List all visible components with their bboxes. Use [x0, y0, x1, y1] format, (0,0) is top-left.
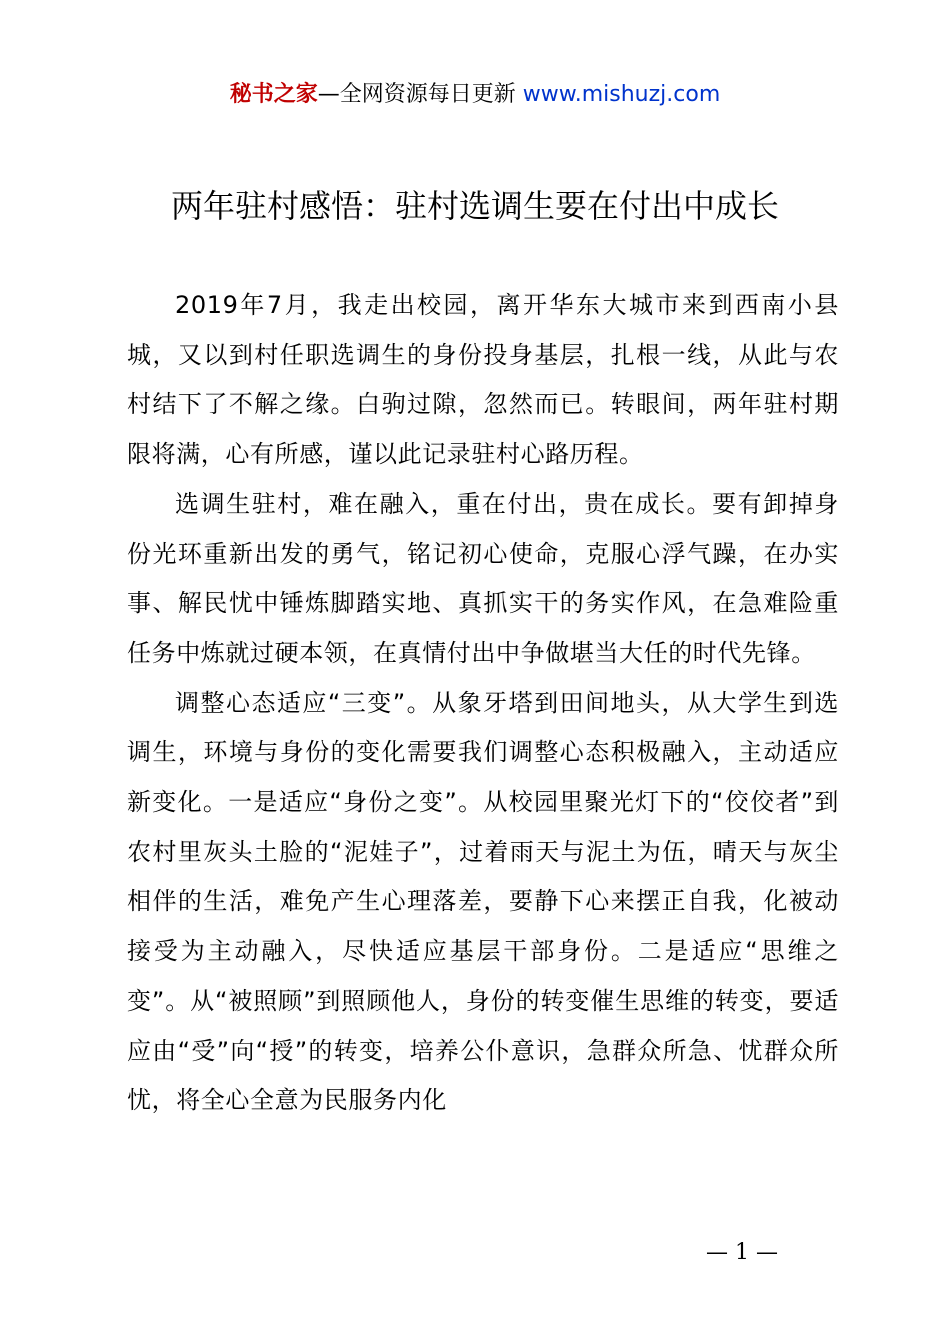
site-header: [0, 78, 950, 112]
document-body: [127, 281, 839, 1126]
paragraph-1: 2019年7月，我走出校园，离开华东大城市来到西南小县城，又以到村任职选调生的身份投身基层，扎根一线，从此与农村结下了不解之缘。白驹过隙，忽然而已。转眼间，两年驻村期限将满，心有所感，谨以此记录驻村心路历程。: [127, 291, 839, 469]
site-brand: 秘书之家: [229, 82, 318, 107]
site-url-link[interactable]: www.mishuzj.com: [522, 82, 721, 107]
site-slogan: —全网资源每日更新: [317, 82, 516, 107]
page-number: — 1 —: [706, 1240, 778, 1265]
paragraph-2: 选调生驻村，难在融入，重在付出，贵在成长。要有卸掉身份光环重新出发的勇气，铭记初心使命，克服心浮气躁，在办实事、解民忧中锤炼脚踏实地、真抓实干的务实作风，在急难险重任务中炼就过硬本领，在真情付出中争做堪当大任的时代先锋。: [127, 489, 839, 667]
paragraph-3: 调整心态适应“三变”。从象牙塔到田间地头，从大学生到选调生，环境与身份的变化需要我们调整心态积极融入，主动适应新变化。一是适应“身份之变”。从校园里聚光灯下的“佼佼者”到农村里灰头土脸的“泥娃子”，过着雨天与泥土为伍，晴天与灰尘相伴的生活，难免产生心理落差，要静下心来摆正自我，化被动接受为主动融入，尽快适应基层干部身份。二是适应“思维之变”。从“被照顾”到照顾他人，身份的转变催生思维的转变，要适应由“受”向“授”的转变，培养公仆意识，急群众所急、忧群众所忧，将全心全意为民服务内化: [127, 688, 839, 1115]
document-title: 两年驻村感悟：驻村选调生要在付出中成长: [170, 187, 779, 225]
